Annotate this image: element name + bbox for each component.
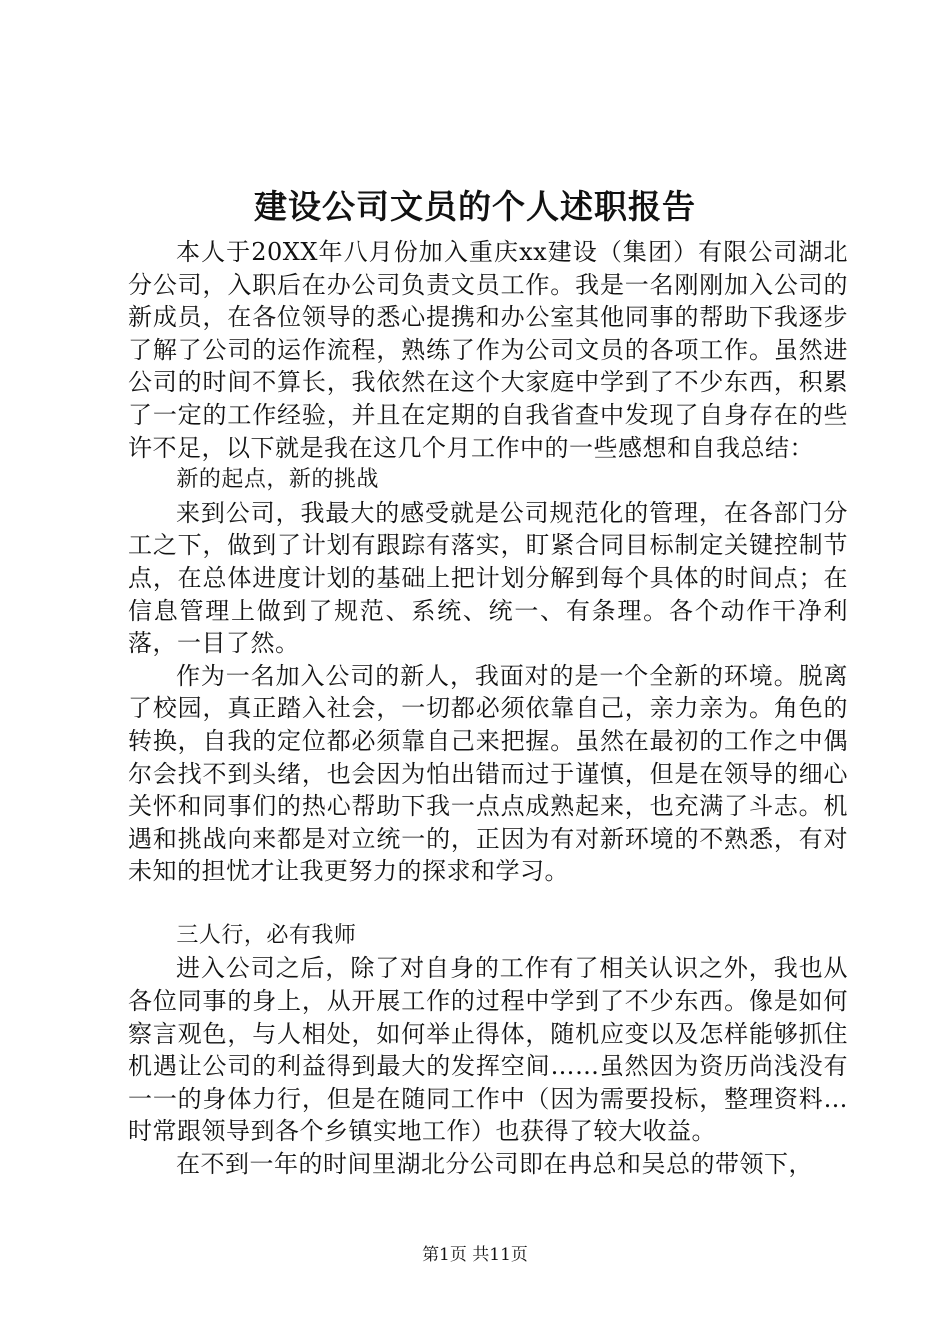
paragraph-learning: 进入公司之后，除了对自身的工作有了相关认识之外，我也从各位同事的身上，从开展工作的过程中学到了不少东西。像是如何察言观色，与人相处，如何举止得体，随机应变以及怎样能够抓住机遇让公司的利益得到最大的发挥空间……虽然因为资历尚浅没有一一的身体力行，但是在随同工作中（因为需要投标，整理资料…时常跟领导到各个乡镇实地工作）也获得了较大收益。 xyxy=(128,954,848,1146)
document-body xyxy=(128,236,848,1181)
section-heading-teachers: 三人行，必有我师 xyxy=(176,922,357,948)
section-heading-new-start: 新的起点，新的挑战 xyxy=(176,467,379,493)
paragraph-spacer xyxy=(128,888,848,920)
page-title: 建设公司文员的个人述职报告 xyxy=(254,187,696,226)
paragraph-intro: 本人于20XX年八月份加入重庆xx建设（集团）有限公司湖北分公司，入职后在办公司负责文员工作。我是一名刚刚加入公司的新成员，在各位领导的悉心提携和办公室其他同事的帮助下我逐步了解了公司的运作流程，熟练了作为公司文员的各项工作。虽然进公司的时间不算长，我依然在这个大家庭中学到了不少东西，积累了一定的工作经验，并且在定期的自我省查中发现了自身存在的些许不足，以下就是我在这几个月工作中的一些感想和自我总结： xyxy=(128,238,848,462)
paragraph-management: 来到公司，我最大的感受就是公司规范化的管理，在各部门分工之下，做到了计划有跟踪有落实，盯紧合同目标制定关键控制节点，在总体进度计划的基础上把计划分解到每个具体的时间点；在信息管理上做到了规范、系统、统一、有条理。各个动作干净利落，一目了然。 xyxy=(128,498,848,658)
paragraph-new-environment: 作为一名加入公司的新人，我面对的是一个全新的环境。脱离了校园，真正踏入社会，一切都必须依靠自己，亲力亲为。角色的转换，自我的定位都必须靠自己来把握。虽然在最初的工作之中偶尔会找不到头绪，也会因为怕出错而过于谨慎，但是在领导的细心关怀和同事们的热心帮助下我一点点成熟起来，也充满了斗志。机遇和挑战向来都是对立统一的，正因为有对新环境的不熟悉，有对未知的担忧才让我更努力的探求和学习。 xyxy=(128,661,848,886)
page-number-footer: 第1页 共11页 xyxy=(422,1245,528,1265)
paragraph-branch-company: 在不到一年的时间里湖北分公司即在冉总和吴总的带领下， xyxy=(176,1150,813,1179)
